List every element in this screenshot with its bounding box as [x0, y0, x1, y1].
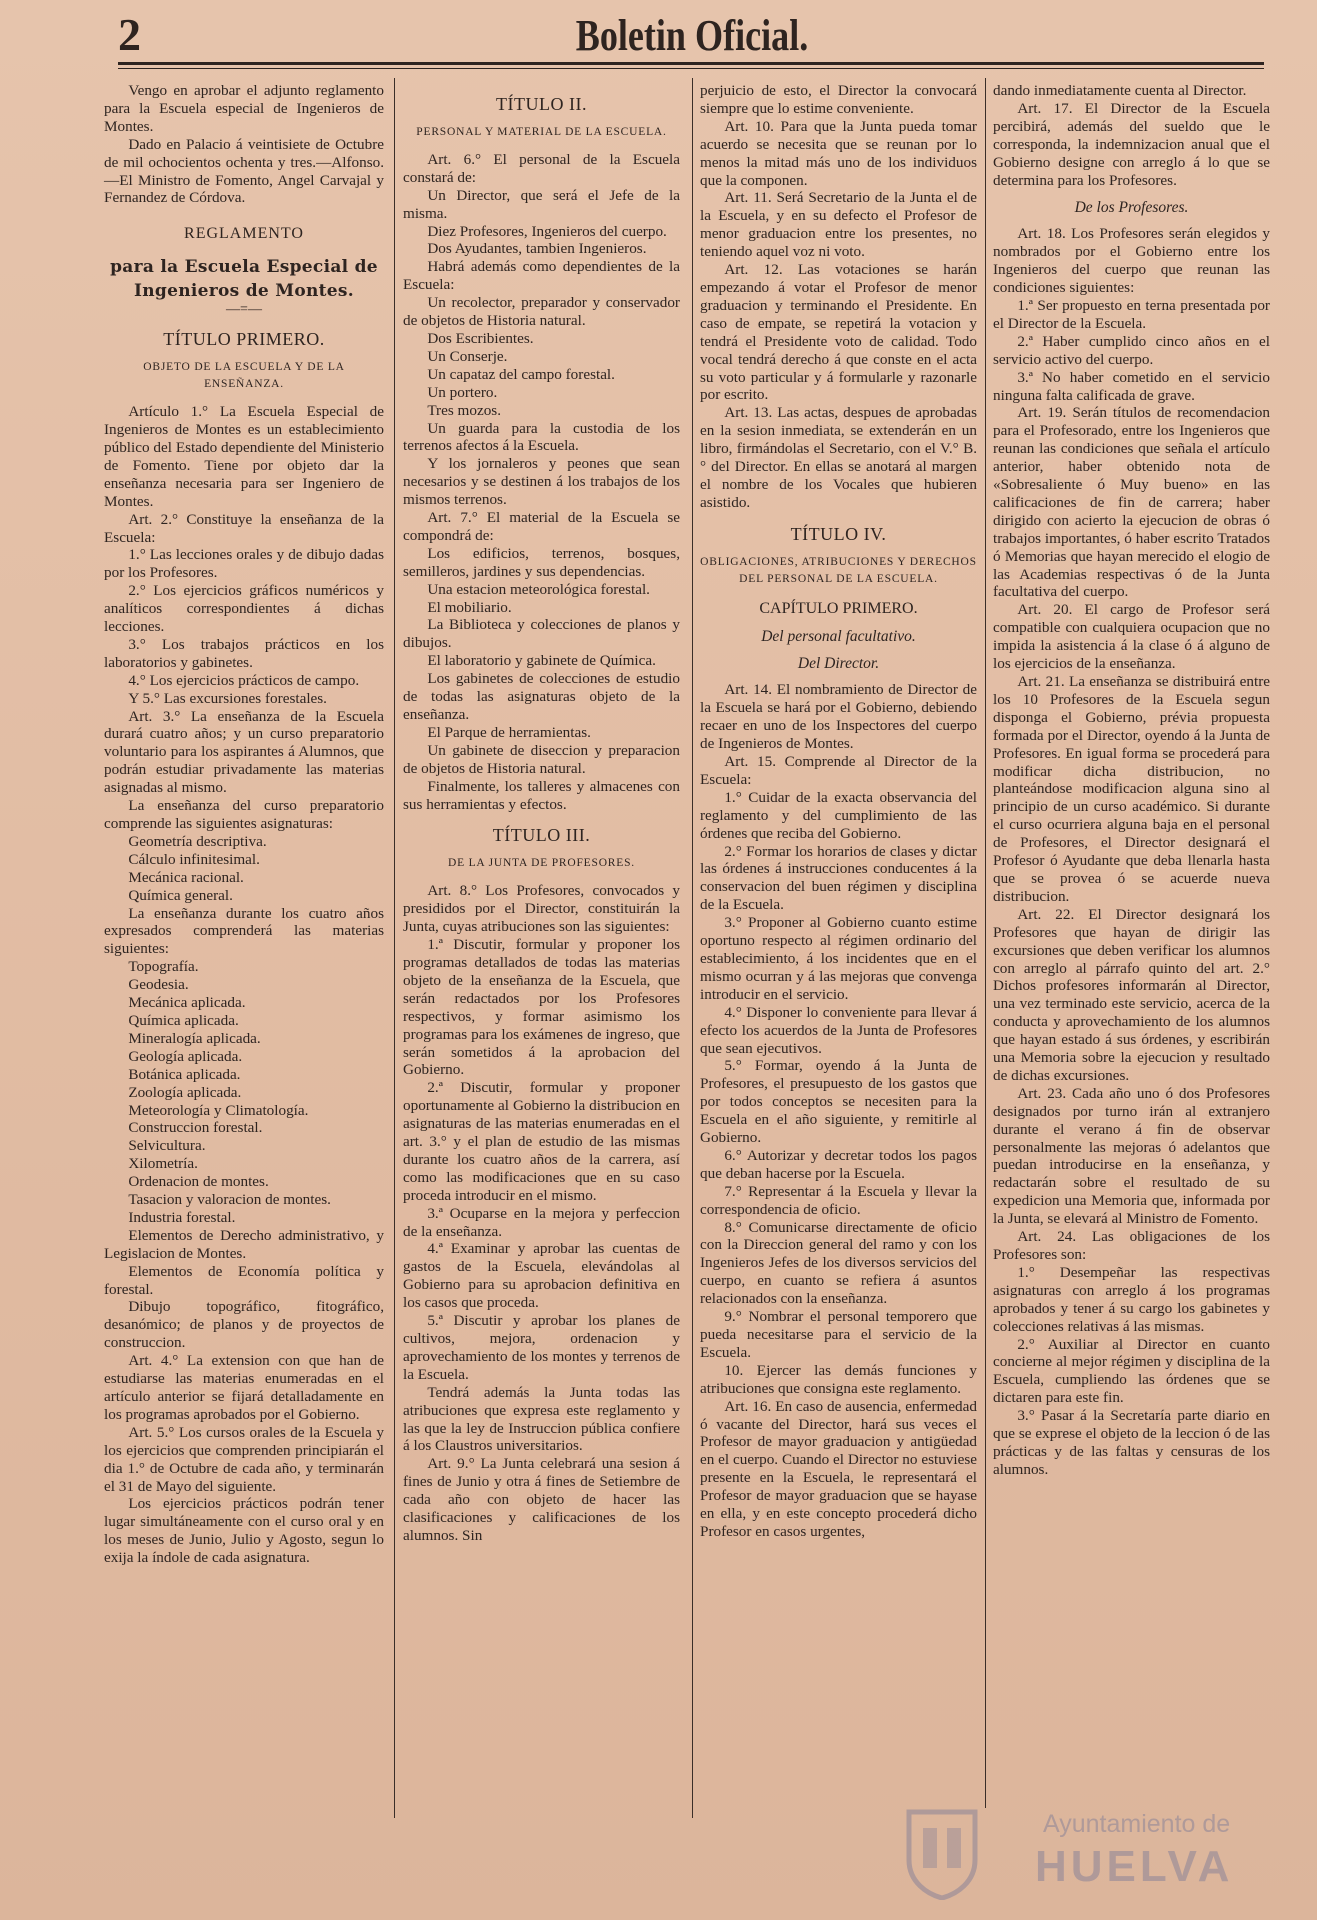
column-divider: [692, 78, 693, 1818]
paragraph: Ordenacion de montes.: [128, 1173, 269, 1191]
paragraph: Art. 19. Serán títulos de recomendacion para el Profesorado, entre los Ingenieros que reunan las condiciones que señala el artículo anterior, haber obtenido nota de «Sobresaliente ó Muy bueno» en las calificaciones de fin de carrera; haber dirigido con acierto la ejecucion de obras ó trabajos importantes, ó haber escrito Tratados ó Memorias que hayan merecido el elogio de las Academias respectivas ó de la Junta facultativa del cuerpo.: [993, 404, 1270, 601]
paragraph: 4.° Los ejercicios prácticos de campo.: [128, 671, 360, 689]
paragraph: Una estacion meteorológica forestal.: [427, 580, 650, 598]
paragraph: 2.ª Discutir, formular y proponer oportunamente al Gobierno la distribucion en asignaturas de las materias enumeradas en el art. 3.° y el plan de estudio de las mismas durante los cuatro años de la carrera, así como las modificaciones que en su caso proceda introducir en el mismo.: [403, 1079, 680, 1204]
paragraph: Mecánica racional.: [128, 868, 244, 886]
paragraph: Xilometría.: [128, 1155, 198, 1173]
paragraph: Art. 13. Las actas, despues de aprobadas en la sesion inmediata, se extenderán en un libro, firmándolas el Secretario, con el V.° B.° del Director. En ellas se anotará al margen el nombre de los Vocales que hubieren asistido.: [700, 404, 977, 511]
paragraph: 1.° Las lecciones orales y de dibujo dadas por los Profesores.: [104, 546, 384, 582]
header-rule-thin: [118, 68, 1264, 69]
document-heading: REGLAMENTO: [184, 225, 304, 243]
paragraph: Dibujo topográfico, fitográfico, desanómico; de planos y de proyectos de construccion.: [104, 1298, 384, 1352]
paragraph: Y los jornaleros y peones que sean necesarios y se destinen á los trabajos de los mismos terrenos.: [403, 455, 680, 509]
paragraph: Industria forestal.: [128, 1208, 236, 1226]
paragraph: Art. 5.° Los cursos orales de la Escuela y los ejercicios que comprenden principiarán el dia 1.° de Octubre de cada año, y terminarán el 31 de Mayo del siguiente.: [104, 1423, 384, 1495]
paragraph: Meteorología y Climatología.: [128, 1101, 309, 1119]
watermark: [905, 1808, 1235, 1904]
paragraph: 1.° Cuidar de la exacta observancia del reglamento y del cumplimiento de las órdenes que reciba del Gobierno.: [700, 788, 977, 842]
paragraph: Los edificios, terrenos, bosques, semilleros, jardines y sus dependencias.: [403, 544, 680, 580]
paragraph: La enseñanza del curso preparatorio comprende las siguientes asignaturas:: [104, 797, 384, 832]
paragraph: 7.° Representar á la Escuela y llevar la correspondencia de oficio.: [700, 1182, 977, 1218]
paragraph: 3.° Pasar á la Secretaría parte diario en que se exprese el objeto de la leccion ó de las prácticas y de las faltas y censuras de los alumnos.: [993, 1407, 1270, 1478]
paragraph: Art. 21. La enseñanza se distribuirá entre los 10 Profesores de la Escuela segun disponga el Gobierno, prévia propuesta formada por el Director, oyendo á la Junta de Profesores. En igual forma se procederá para modificar dicha distribucion, no planteándose modificacion alguna sino al principio de un curso académico. Si durante el curso ocurriera alguna baja en el personal de Profesores, el Director designará el Profesor ó Ayudante que deba llenarla hasta que se provea ó se acuerde nueva distribucion.: [993, 673, 1270, 905]
paragraph: Química aplicada.: [128, 1011, 239, 1029]
header-rule: [118, 62, 1264, 65]
paragraph: Art. 9.° La Junta celebrará una sesion á fines de Junio y otra á fines de Setiembre de cada año con objeto de hacer las clasificaciones y calificaciones de los alumnos. Sin: [403, 1455, 680, 1544]
paragraph: 10. Ejercer las demás funciones y atribuciones que consigna este reglamento.: [700, 1361, 977, 1397]
section-subtitle: OBLIGACIONES, ATRIBUCIONES Y DERECHOS DEL PERSONAL DE LA ESCUELA.: [700, 555, 977, 585]
journal-title: Boletin Oficial.: [575, 11, 809, 60]
paragraph: El mobiliario.: [427, 598, 512, 616]
paragraph: 2.° Los ejercicios gráficos numéricos y analíticos correspondientes á dichas lecciones.: [104, 582, 384, 636]
paragraph: Art. 12. Las votaciones se harán empezando á votar el Profesor de menor graduacion y terminando el Presidente. En caso de empate, se repetirá la votacion y tendrá el Presidente voto de calidad. Todo vocal tendrá derecho á que conste en el acta su voto particular y á formularle y razonarle por escrito.: [700, 261, 977, 404]
paragraph: Art. 22. El Director designará los Profesores que hayan de dirigir las excursiones que deben verificar los alumnos con arreglo al párrafo quinto del art. 2.° Dichos profesores informarán al Director, una vez terminado este servicio, acerca de la conducta y aprovechamiento de los alumnos que hayan estado á sus órdenes, y escribirán una Memoria sobre la ejecucion y resultado de dichas excursiones.: [993, 905, 1270, 1084]
paragraph: Un guarda para la custodia de los terrenos afectos á la Escuela.: [403, 419, 680, 455]
subsection-title: De los Profesores.: [1074, 199, 1189, 217]
text-column-3: [700, 82, 977, 1541]
subsection-title: Del personal facultativo.: [761, 627, 916, 645]
page-number: 2: [118, 9, 141, 60]
paragraph: Artículo 1.° La Escuela Especial de Ingenieros de Montes es un establecimiento público del Estado dependiente del Ministerio de Fomento. Tiene por objeto dar la enseñanza necesaria para ser Ingeniero de Montes.: [104, 403, 384, 510]
section-subtitle: DE LA JUNTA DE PROFESORES.: [448, 857, 635, 870]
paragraph: Construccion forestal.: [128, 1119, 263, 1137]
page-header: [118, 8, 1266, 58]
paragraph: 3.ª No haber cometido en el servicio ninguna falta calificada de grave.: [993, 368, 1270, 404]
section-title: TÍTULO III.: [492, 825, 591, 846]
paragraph: Art. 17. El Director de la Escuela percibirá, además del sueldo que le corresponda, la indemnizacion anual que el Gobierno designe con arreglo á lo que se determina para los Profesores.: [993, 99, 1270, 189]
paragraph: Art. 7.° El material de la Escuela se compondrá de:: [403, 509, 680, 544]
paragraph: Un Director, que será el Jefe de la misma.: [403, 186, 680, 222]
paragraph: 2.° Auxiliar al Director en cuanto concierne al mejor régimen y disciplina de la Escuela, cumpliendo las órdenes que se dictaren para este fin.: [993, 1335, 1270, 1407]
chapter-title: CAPÍTULO PRIMERO.: [759, 599, 918, 617]
paragraph: Art. 23. Cada año uno ó dos Profesores designados por turno irán al extranjero durante el verano á fin de observar personalmente las mejoras ó adelantos que puedan introducirse en la enseñanza, y redactarán sobre el resultado de su expedicion una Memoria que, informada por la Junta, se elevará al Ministro de Fomento.: [993, 1084, 1270, 1228]
ornament-divider: —=—: [226, 302, 262, 318]
paragraph: Topografía.: [128, 958, 199, 976]
paragraph: 4.° Disponer lo conveniente para llevar á efecto los acuerdos de la Junta de Profesores que sean ejecutivos.: [700, 1003, 977, 1057]
paragraph: Selvicultura.: [128, 1137, 206, 1155]
section-title: TÍTULO II.: [496, 94, 587, 114]
column-divider: [394, 78, 395, 1818]
paragraph: Finalmente, los talleres y almacenes con sus herramientas y efectos.: [403, 777, 680, 813]
paragraph: Art. 11. Será Secretario de la Junta el de la Escuela, y en su defecto el Profesor de menor graduacion entre los presentes, no teniendo aquel voz ni voto.: [700, 189, 977, 261]
paragraph: Dos Escribientes.: [427, 329, 534, 347]
paragraph: 5.° Formar, oyendo á la Junta de Profesores, el presupuesto de los gastos que por todos conceptos se necesiten para la Escuela en el año siguiente, y remitirle al Gobierno.: [700, 1057, 977, 1147]
paragraph: Botánica aplicada.: [128, 1065, 241, 1083]
paragraph: Habrá además como dependientes de la Escuela:: [403, 258, 680, 294]
paragraph: Geología aplicada.: [128, 1047, 243, 1065]
paragraph: Art. 4.° La extension con que han de estudiarse las materias enumeradas en el artículo anterior se fijará detalladamente en los programas aprobados por el Gobierno.: [104, 1352, 384, 1423]
paragraph: Un recolector, preparador y conservador de objetos de Historia natural.: [403, 294, 680, 330]
shield-icon: [905, 1808, 979, 1900]
subsection-title: Del Director.: [797, 655, 880, 673]
paragraph: Tasacion y valoracion de montes.: [128, 1191, 331, 1209]
paragraph: Art. 15. Comprende al Director de la Escuela:: [700, 753, 977, 788]
paragraph: 3.ª Ocuparse en la mejora y perfeccion de la enseñanza.: [403, 1204, 680, 1240]
paragraph: Tres mozos.: [427, 401, 502, 419]
paragraph: 8.° Comunicarse directamente de oficio con la Direccion general del ramo y con los Ingenieros Jefes de los diversos servicios del cuerpo, en cuanto se refiera á asuntos relacionados con la enseñanza.: [700, 1218, 977, 1308]
paragraph: 5.ª Discutir y aprobar los planes de cultivos, mejora, ordenacion y aprovechamiento de los montes y terrenos de la Escuela.: [403, 1312, 680, 1383]
paragraph: Elementos de Economía política y forestal.: [104, 1262, 384, 1298]
paragraph: Dado en Palacio á veintisiete de Octubre de mil ochocientos ochenta y tres.—Alfonso.—El Ministro de Fomento, Angel Carvajal y Fernandez de Córdova.: [104, 135, 384, 207]
paragraph: Dos Ayudantes, tambien Ingenieros.: [427, 240, 647, 258]
paragraph: 1.ª Ser propuesto en terna presentada por el Director de la Escuela.: [993, 296, 1270, 332]
paragraph: 1.ª Discutir, formular y proponer los programas detallados de todas las materias objeto de la enseñanza de la Escuela, que serán redactados por los Profesores respectivos, y formar asimismo los programas para los exámenes de ingreso, que serán sometidos á la aprobacion del Gobierno.: [403, 936, 680, 1079]
paragraph: Tendrá además la Junta todas las atribuciones que expresa este reglamento y las que la ley de Instruccion pública confiere á los Claustros universitarios.: [403, 1383, 680, 1455]
paragraph: Los ejercicios prácticos podrán tener lugar simultáneamente con el curso oral y en los meses de Junio, Julio y Agosto, segun lo exija la índole de cada asignatura.: [104, 1495, 384, 1567]
document-subheading: para la Escuela Especial de Ingenieros de Montes.: [110, 257, 378, 302]
paragraph: Vengo en aprobar el adjunto reglamento para la Escuela especial de Ingenieros de Montes.: [104, 82, 384, 135]
paragraph: Química general.: [128, 886, 233, 904]
paragraph: Geodesia.: [128, 976, 189, 994]
paragraph: 9.° Nombrar el personal temporero que pueda necesitarse para el servicio de la Escuela.: [700, 1308, 977, 1361]
paragraph: perjuicio de esto, el Director la convocará siempre que lo estime conveniente.: [700, 82, 977, 117]
paragraph: 2.° Formar los horarios de clases y dictar las órdenes á instrucciones conducentes á la conservacion del buen régimen y disciplina de la Escuela.: [700, 842, 977, 914]
paragraph: El laboratorio y gabinete de Química.: [427, 652, 656, 670]
paragraph: Cálculo infinitesimal.: [128, 850, 260, 868]
paragraph: 3.° Proponer al Gobierno cuanto estime oportuno respecto al régimen ordinario del establecimiento, á los incidentes que en el mismo ocurran y á las mejoras que convenga introducir en el servicio.: [700, 914, 977, 1003]
column-divider: [985, 78, 986, 1808]
paragraph: 4.ª Examinar y aprobar las cuentas de gastos de la Escuela, elevándolas al Gobierno para su aprobacion definitiva en los casos que proceda.: [403, 1240, 680, 1312]
paragraph: 3.° Los trabajos prácticos en los laboratorios y gabinetes.: [104, 635, 384, 671]
paragraph: Art. 6.° El personal de la Escuela constará de:: [403, 150, 680, 186]
paragraph: El Parque de herramientas.: [427, 723, 591, 741]
paragraph: Art. 8.° Los Profesores, convocados y presididos por el Director, constituirán la Junta, cuyas atribuciones son las siguientes:: [403, 882, 680, 936]
section-subtitle: OBJETO DE LA ESCUELA Y DE LA ENSEÑANZA.: [143, 361, 345, 391]
paragraph: Geometría descriptiva.: [128, 832, 267, 850]
paragraph: Un portero.: [427, 383, 498, 401]
watermark-line-1: Ayuntamiento de: [1043, 1810, 1231, 1838]
watermark-line-2: HUELVA: [1035, 1842, 1234, 1891]
paragraph: Art. 14. El nombramiento de Director de la Escuela se hará por el Gobierno, debiendo recaer en uno de los Inspectores del cuerpo de Ingenieros de Montes.: [700, 681, 977, 753]
paragraph: Elementos de Derecho administrativo, y Legislacion de Montes.: [104, 1226, 384, 1262]
paragraph: Art. 16. En caso de ausencia, enfermedad ó vacante del Director, hará sus veces el Profesor de mayor graduacion y antigüedad en el cuerpo. Cuando el Director no estuviese presente en la Escuela, le representará el Profesor de mayor graduacion que se hayase en ella, y en este concepto procederá dicho Profesor en casos urgentes,: [700, 1397, 977, 1540]
section-title: TÍTULO PRIMERO.: [163, 329, 325, 350]
paragraph: Un Conserje.: [427, 347, 508, 365]
paragraph: Mecánica aplicada.: [128, 994, 246, 1012]
paragraph: Art. 18. Los Profesores serán elegidos y nombrados por el Gobierno entre los Ingenieros del cuerpo que reunan las condiciones siguientes:: [993, 225, 1270, 297]
paragraph: Art. 24. Las obligaciones de los Profesores son:: [993, 1228, 1270, 1263]
paragraph: 6.° Autorizar y decretar todos los pagos que deban hacerse por la Escuela.: [700, 1146, 977, 1182]
paragraph: Un gabinete de diseccion y preparacion de objetos de Historia natural.: [403, 741, 680, 777]
paragraph: La enseñanza durante los cuatro años expresados comprenderá las materias siguientes:: [104, 904, 384, 958]
paragraph: Diez Profesores, Ingenieros del cuerpo.: [427, 222, 667, 240]
text-column-1: [104, 82, 384, 1567]
paragraph: Los gabinetes de colecciones de estudio de todas las asignaturas objeto de la enseñanza.: [403, 670, 680, 723]
paragraph: 2.ª Haber cumplido cinco años en el servicio activo del cuerpo.: [993, 332, 1270, 368]
paragraph: Zoología aplicada.: [128, 1083, 242, 1101]
paragraph: dando inmediatamente cuenta al Director.: [993, 82, 1247, 99]
section-title: TÍTULO IV.: [790, 523, 887, 544]
paragraph: Y 5.° Las excursiones forestales.: [128, 689, 327, 707]
paragraph: Art. 10. Para que la Junta pueda tomar acuerdo se necesita que se reunan por lo menos la mitad más uno de los individuos que la componen.: [700, 117, 977, 189]
paragraph: Art. 20. El cargo de Profesor será compatible con cualquiera ocupacion que no impida la asistencia á la clase ó á alguno de los ejercicios de la enseñanza.: [993, 601, 1270, 673]
paragraph: Mineralogía aplicada.: [128, 1029, 261, 1047]
paragraph: Art. 2.° Constituye la enseñanza de la Escuela:: [104, 510, 384, 546]
section-subtitle: PERSONAL Y MATERIAL DE LA ESCUELA.: [416, 125, 667, 138]
paragraph: Un capataz del campo forestal.: [427, 365, 615, 383]
text-column-2: [403, 82, 680, 1545]
paragraph: La Biblioteca y colecciones de planos y dibujos.: [403, 616, 680, 652]
paragraph: Art. 3.° La enseñanza de la Escuela durará cuatro años; y un curso preparatorio voluntario para los aspirantes á Alumnos, que podrán estudiar privadamente las materias asignadas al mismo.: [104, 707, 384, 797]
text-column-4: [993, 82, 1270, 1479]
paragraph: 1.° Desempeñar las respectivas asignaturas con arreglo á los programas aprobados y tener á su cargo los gabinetes y colecciones relativas á las mismas.: [993, 1263, 1270, 1335]
